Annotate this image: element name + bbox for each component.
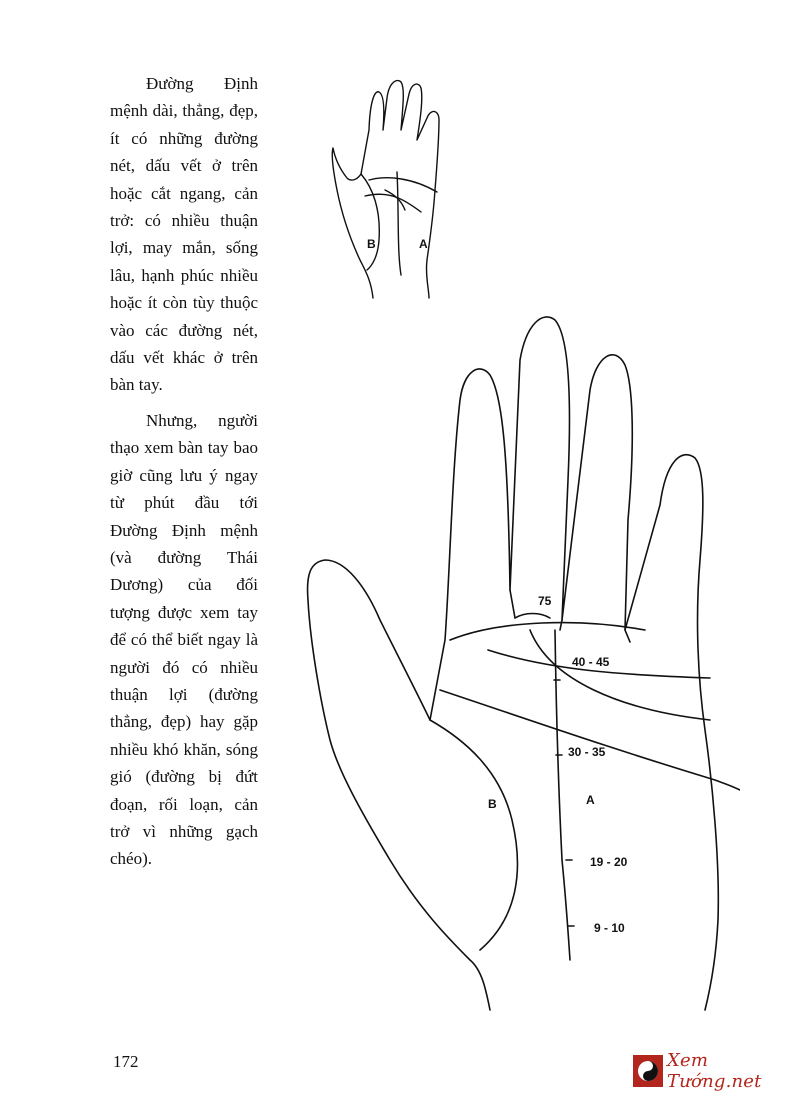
paragraph: Đường Định mệnh dài, thẳng, đẹp, ít có những đường nét, dấu vết ở trên hoặc cắt ngang, cản trở: có nhiều thuận lợi, may mắn, sống lâu, hạnh phúc nhiều hoặc ít còn tùy thuộc vào các đường nét, dấu vết khác ở trên bàn tay. [110, 74, 258, 395]
large-hand-label-a: A [586, 793, 595, 807]
small-hand-label-b: B [367, 237, 376, 251]
hand-outline [308, 317, 719, 1010]
page-number: 172 [113, 1052, 139, 1071]
age-label-19-20: 19 - 20 [590, 855, 628, 869]
small-hand-illustration [325, 70, 460, 305]
large-hand-illustration [300, 300, 740, 1020]
small-hand-label-a: A [419, 237, 428, 251]
age-label-30-35: 30 - 35 [568, 745, 606, 759]
age-label-75: 75 [538, 594, 552, 608]
paragraph: Nhưng, người thạo xem bàn tay bao giờ cũng lưu ý ngay từ phút đầu tới Đường Định mệnh (và đường Thái Dương) của đối tượng được xem tay để có thể biết ngay là người đó có nhiều thuận lợi (đường thẳng, đẹp) hay gặp nhiều khó khăn, sóng gió (đường bị đứt đoạn, rối loạn, cản trở vì những gạch chéo). [110, 410, 258, 869]
watermark [633, 1050, 800, 1092]
watermark-text: Xem Tướng.net [667, 1050, 762, 1092]
body-text [110, 70, 258, 881]
large-hand-label-b: B [488, 797, 497, 811]
age-label-9-10: 9 - 10 [594, 921, 625, 935]
age-label-40-45: 40 - 45 [572, 655, 610, 669]
yin-yang-icon [633, 1055, 663, 1087]
